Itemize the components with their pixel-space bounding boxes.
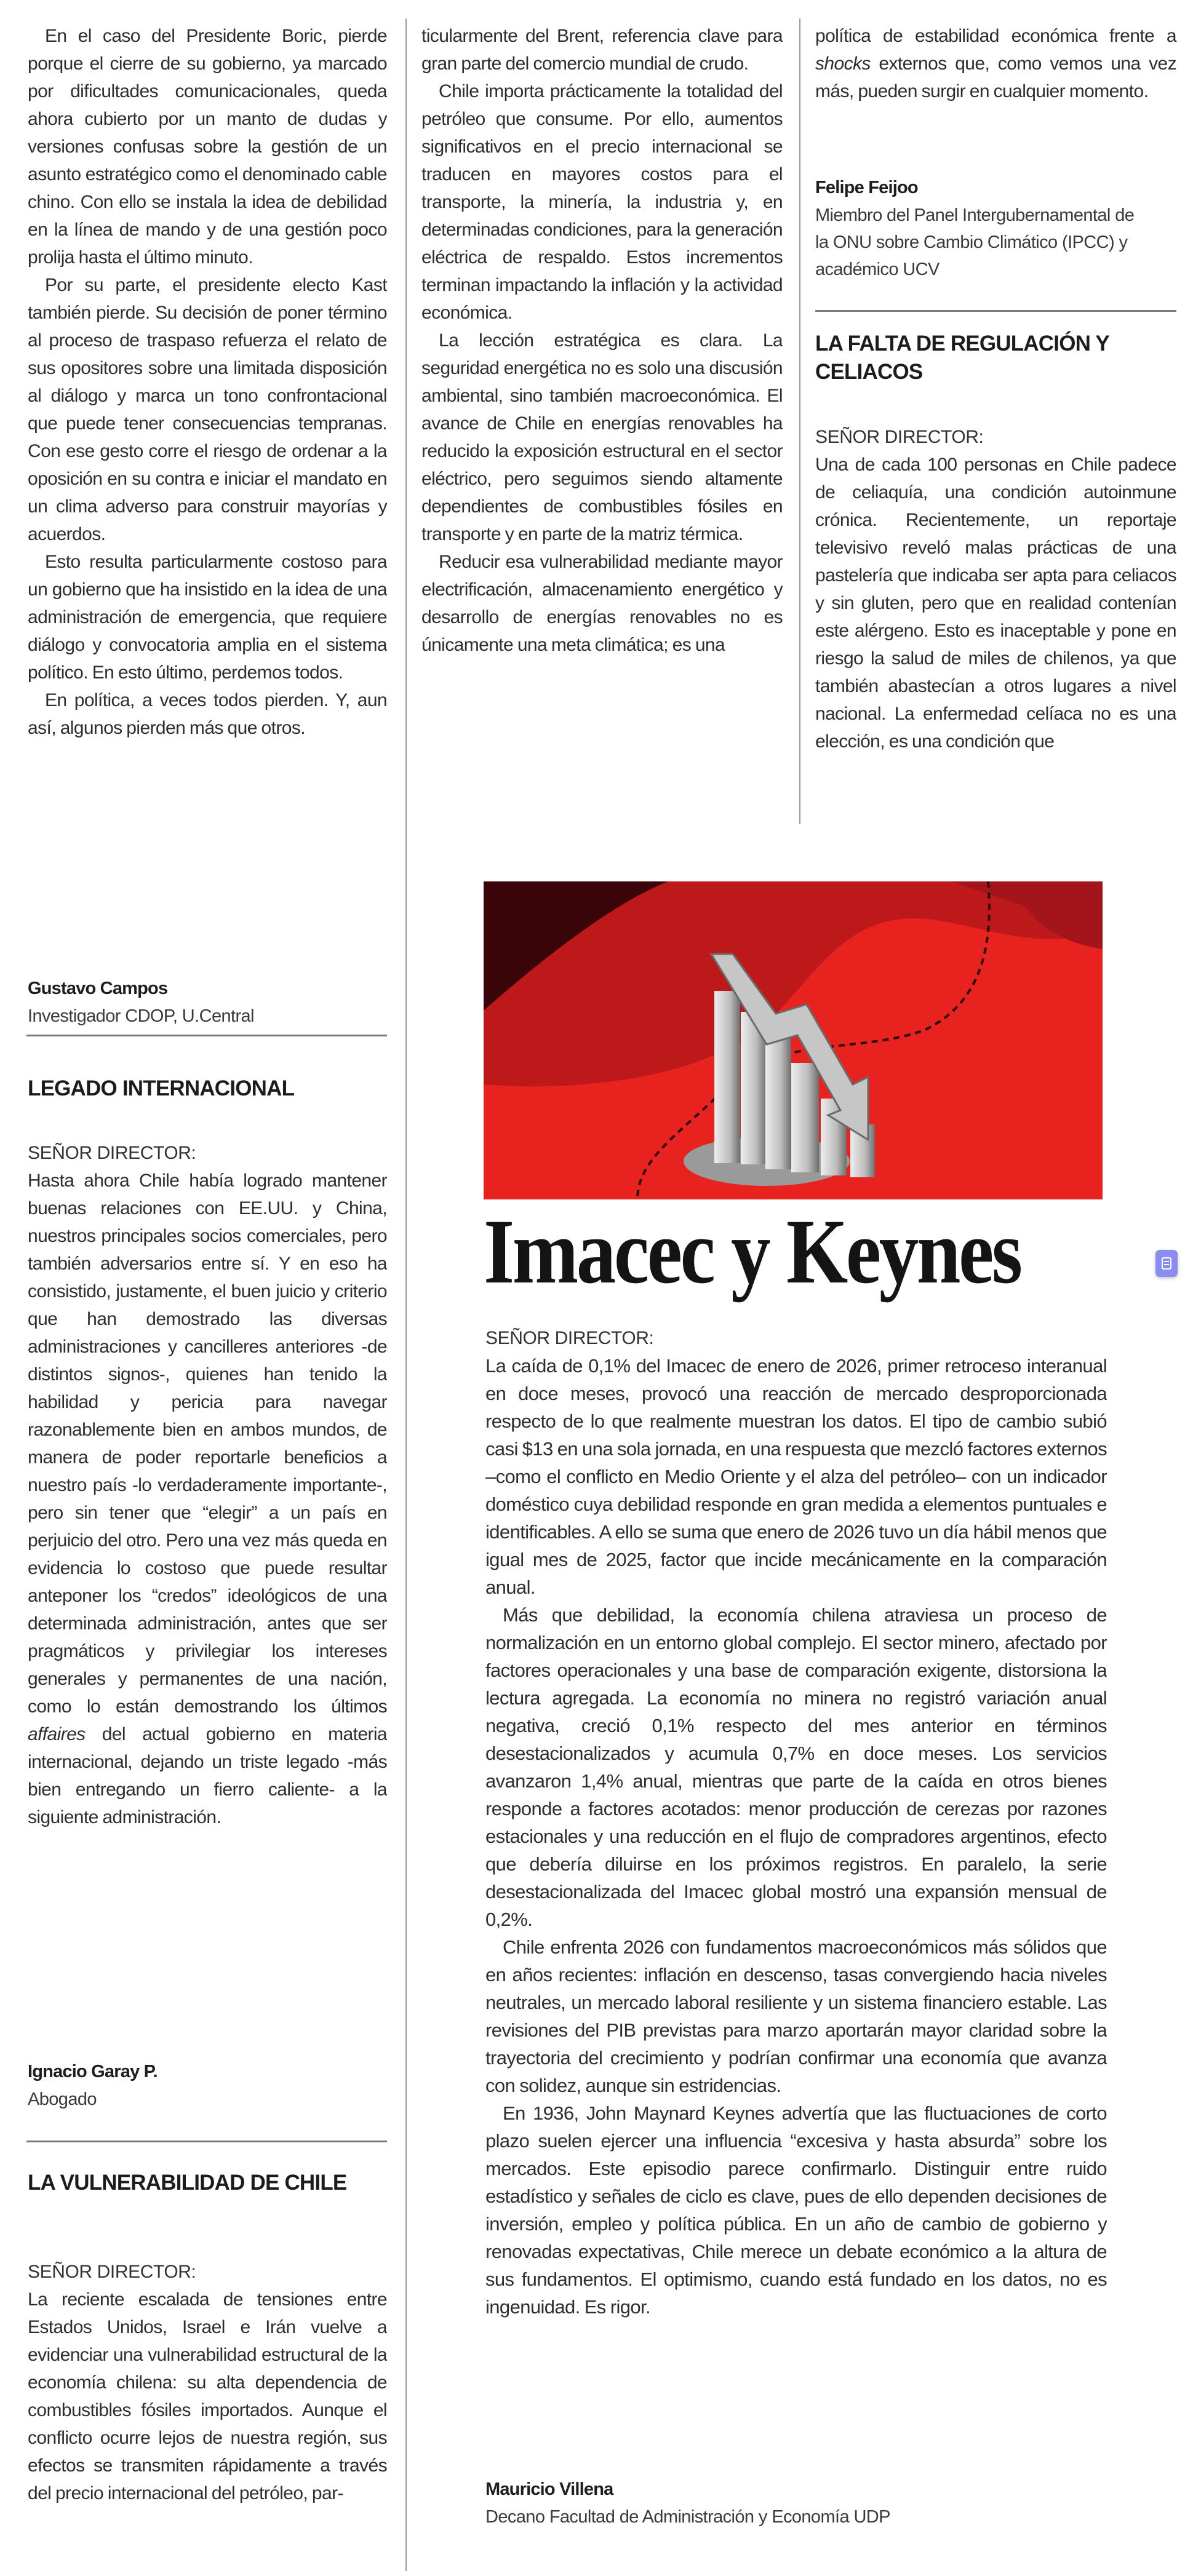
- article-headline: Imacec y Keynes: [484, 1201, 1021, 1303]
- salutation: SEÑOR DIRECTOR:: [28, 1143, 196, 1163]
- author-name: Mauricio Villena: [485, 2479, 613, 2499]
- author-role: Abogado: [28, 2089, 97, 2109]
- paragraph: Reducir esa vulnerabilidad mediante mayor electrificación, almacenamiento energético y desarrollo de energías renovables no es únicamente una meta climática; es una: [421, 552, 783, 655]
- paragraph: Por su parte, el presidente electo Kast también pierde. Su decisión de poner término al proceso de traspaso refuerza el relato de sus opositores sobre una limitada disposición al diálogo y marca un tono confrontacional que puede tener consecuencias tempranas. Con ese gesto corre el riesgo de ordenar a la oposición en su contra e iniciar el mandato en un clima adverso para construir mayorías y acuerdos.: [28, 275, 387, 544]
- paragraph: [815, 22, 1176, 105]
- letter-vulnerabilidad-end: [815, 22, 1176, 105]
- paragraph: Más que debilidad, la economía chilena atraviesa un proceso de normalización en un entorno global complejo. El sector minero, afectado por factores operacionales y una base de comparación exigente, distorsiona la lectura agregada. La economía no minera no registró variación anual negativa, creció 0,1% respecto del mes anterior en términos desestacionalizados y acumula 0,7% en doce meses. Los servicios avanzaron 1,4% anual, mientras que parte de la caída en otros bienes responde a factores acotados: menor producción de cerezas por razones estacionales y una reducción en el flujo de compradores argentinos, efecto que debería diluirse en los próximos registros. En paralelo, la serie desestacionalizada del Imacec global mostró una expansión mensual de 0,2%.: [485, 1604, 1107, 1930]
- paragraph: En 1936, John Maynard Keynes advertía que las fluctuaciones de corto plazo suelen ejercer una influencia “excesiva y hasta absurda” sobre los mercados. Este episodio parece confirmarlo. Distinguir entre ruido estadístico y señales de ciclo es clave, pues de ello dependen decisiones de inversión, empleo y política pública. En un año de cambio de gobierno y renovadas expectativas, Chile merece un debate económico a la altura de sus fundamentos. El optimismo, cuando está fundado en los datos, no es ingenuidad. Es rigor.: [485, 2102, 1107, 2318]
- text-run: política de estabilidad económica frente a: [815, 26, 1176, 46]
- letter-legado-body: [28, 1167, 387, 2025]
- document-icon: [1162, 1257, 1171, 1270]
- letter-boric-kast: [28, 22, 387, 954]
- italic-word: affaires: [28, 1724, 86, 1744]
- section-divider: [26, 2141, 387, 2142]
- article-illustration: [484, 881, 1103, 1199]
- text-run: externos que, como vemos una vez más, pueden surgir en cualquier momento.: [815, 54, 1176, 101]
- column-divider: [405, 18, 407, 2571]
- italic-word: shocks: [815, 54, 871, 74]
- section-divider: [26, 1035, 387, 1036]
- author-name: Felipe Feijoo: [815, 178, 918, 197]
- paragraph: [28, 1167, 387, 1831]
- section-heading: LA VULNERABILIDAD DE CHILE: [28, 2171, 347, 2195]
- letter-vulnerabilidad-body: [28, 2286, 387, 2575]
- section-heading: LEGADO INTERNACIONAL: [28, 1076, 295, 1100]
- column-divider: [799, 18, 800, 824]
- letter-vulnerabilidad-continued: [421, 22, 783, 828]
- letter-celiacos-body: [815, 451, 1176, 838]
- article-body: [485, 1352, 1107, 2465]
- paragraph: La lección estratégica es clara. La seguridad energética no es solo una discusión ambiental, sino también macroeconómica. El avance de Chile en energías renovables ha reducido la exposición estructural en el sector eléctrico, pero seguimos siendo altamente dependientes de combustibles fósiles en transporte y en parte de la matriz térmica.: [421, 330, 783, 544]
- paragraph: La caída de 0,1% del Imacec de enero de 2026, primer retroceso interanual en doce meses, provocó una reacción de mercado desproporcionada respecto de lo que realmente muestran los datos. El tipo de cambio subió casi $13 en una sola jornada, en una respuesta que mezcló factores externos –como el conflicto en Medio Oriente y el alza del petróleo– con un indicador doméstico cuya debilidad responde en gran medida a elementos puntuales e identificables. A ello se suma que enero de 2026 tuvo un día hábil menos que igual mes de 2025, factor que incide mecánicamente en la comparación anual.: [485, 1355, 1107, 1598]
- author-role: Decano Facultad de Administración y Economía UDP: [485, 2507, 890, 2527]
- paragraph: Chile importa prácticamente la totalidad del petróleo que consume. Por ello, aumentos significativos en el precio internacional se traducen en mayores costos para el transporte, la minería, la industria y, en determinadas condiciones, para la generación eléctrica de respaldo. Estos incrementos terminan impactando la inflación y la actividad económica.: [421, 81, 783, 323]
- section-divider: [815, 310, 1176, 312]
- floating-action-button[interactable]: [1155, 1250, 1178, 1277]
- declining-chart-illustration-icon: [484, 881, 1103, 1199]
- paragraph: ticularmente del Brent, referencia clave para gran parte del comercio mundial de crudo.: [421, 26, 783, 74]
- text-run: Hasta ahora Chile había logrado mantener buenas relaciones con EE.UU. y China, nuestros principales socios comerciales, pero también adversarios entre sí. Y en eso ha consistido, justamente, el buen juicio y criterio que han demostrado las diversas administraciones y cancilleres anteriores -de distintos signos-, quienes han tenido la habilidad y pericia para navegar razonablemente bien en ambos mundos, de manera de poder reportarle beneficios a nuestro país -lo verdaderamente importante-, pero sin tener que “elegir” a un país en perjuicio del otro. Pero una vez más queda en evidencia lo costoso que puede resultar anteponer los “credos” ideológicos de una determinada administración, antes que ser pragmáticos y privilegiar los intereses generales y permanentes de una nación, como lo están demostrando los últimos: [28, 1171, 387, 1717]
- section-heading: LA FALTA DE REGULACIÓN Y CELIACOS: [815, 332, 1109, 384]
- author-name: Gustavo Campos: [28, 979, 168, 998]
- author-name: Ignacio Garay P.: [28, 2062, 158, 2081]
- salutation: SEÑOR DIRECTOR:: [28, 2262, 196, 2282]
- salutation: SEÑOR DIRECTOR:: [815, 427, 984, 447]
- author-role: Investigador CDOP, U.Central: [28, 1006, 254, 1026]
- salutation: SEÑOR DIRECTOR:: [485, 1328, 654, 1348]
- paragraph: Chile enfrenta 2026 con fundamentos macroeconómicos más sólidos que en años recientes: inflación en descenso, tasas convergiendo hacia niveles neutrales, un mercado laboral resiliente y un sistema financiero estable. Las revisiones del PIB previstas para marzo aportarán mayor claridad sobre la trayectoria del crecimiento y podrían confirmar una economía que avanza con solidez, aunque sin estridencias.: [485, 1936, 1107, 2096]
- paragraph: La reciente escalada de tensiones entre Estados Unidos, Israel e Irán vuelve a evidenciar una vulnerabilidad estructural de la economía chilena: su alta dependencia de combustibles fósiles importados. Aunque el conflicto ocurre lejos de nuestra región, sus efectos se transmiten rápidamente a través del precio internacional del petróleo, par-: [28, 2289, 387, 2503]
- paragraph: En política, a veces todos pierden. Y, aun así, algunos pierden más que otros.: [28, 690, 387, 738]
- text-run: del actual gobierno en materia internacional, dejando un triste legado -más bien entregando un fierro caliente- a la siguiente administración.: [28, 1724, 387, 1827]
- paragraph: Una de cada 100 personas en Chile padece de celiaquía, una condición autoinmune crónica. Recientemente, un reportaje televisivo reveló malas prácticas de una pastelería que indicaba ser apta para celiacos y sin gluten, pero que en realidad contenían este alérgeno. Esto es inaceptable y pone en riesgo la salud de miles de chilenos, ya que también abastecían a otros lugares a nivel nacional. La enfermedad celíaca no es una elección, es una condición que: [815, 455, 1176, 752]
- paragraph: En el caso del Presidente Boric, pierde porque el cierre de su gobierno, ya marcado por dificultades comunicacionales, queda ahora cubierto por un manto de dudas y versiones confusas sobre la gestión de un asunto estratégico como el denominado cable chino. Con ello se instala la idea de debilidad en la línea de mando y de una gestión poco prolija hasta el último minuto.: [28, 26, 387, 268]
- author-role: Miembro del Panel Intergubernamental de la ONU sobre Cambio Climático (IPCC) y académico UCV: [815, 205, 1135, 279]
- paragraph: Esto resulta particularmente costoso para un gobierno que ha insistido en la idea de una administración de emergencia, que requiere diálogo y convocatoria amplia en el sistema político. En esto último, perdemos todos.: [28, 552, 387, 683]
